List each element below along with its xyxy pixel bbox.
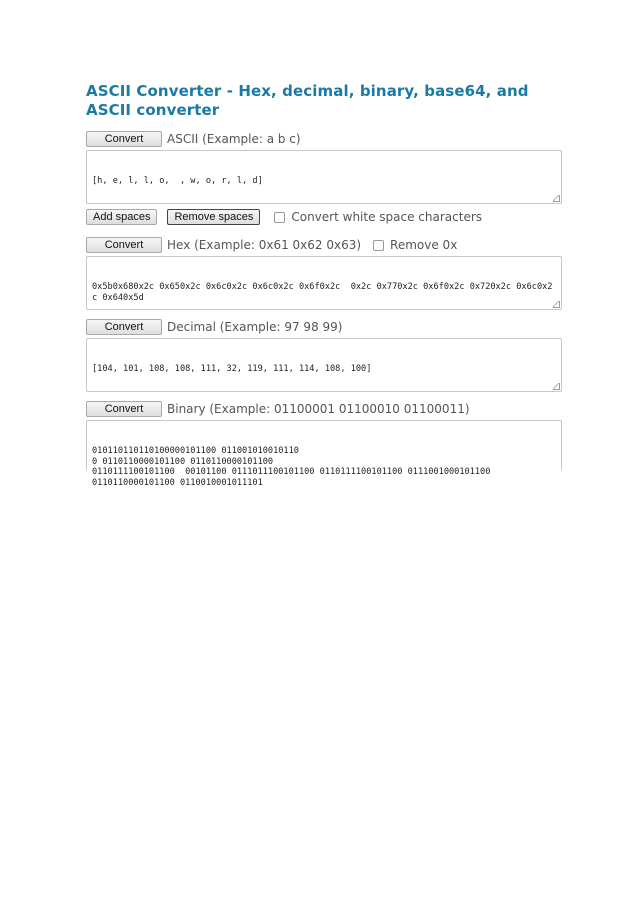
decimal-convert-button[interactable]: Convert [86, 319, 162, 335]
decimal-textarea[interactable] [86, 338, 562, 392]
page-title: ASCII Converter - Hex, decimal, binary, base64, and ASCII converter [86, 82, 529, 119]
decimal-value: [104, 101, 108, 108, 111, 32, 119, 111, 114, 108, 100] [92, 364, 372, 374]
remove-0x-label: Remove 0x [390, 238, 458, 252]
converter-page [86, 82, 566, 488]
resize-grip-icon[interactable] [553, 383, 560, 390]
resize-grip-icon[interactable] [553, 301, 560, 308]
decimal-label: Decimal (Example: 97 98 99) [167, 320, 343, 334]
ascii-convert-button[interactable]: Convert [86, 131, 162, 147]
convert-whitespace-label: Convert white space characters [291, 210, 483, 224]
remove-spaces-button[interactable]: Remove spaces [167, 209, 260, 225]
ascii-row [86, 130, 566, 148]
hex-textarea[interactable] [86, 256, 562, 310]
hex-row [86, 236, 566, 254]
binary-convert-button[interactable]: Convert [86, 401, 162, 417]
binary-label: Binary (Example: 01100001 01100010 01100011) [167, 402, 470, 416]
resize-grip-icon[interactable] [553, 195, 560, 202]
add-spaces-button[interactable]: Add spaces [86, 209, 157, 225]
ascii-label: ASCII (Example: a b c) [167, 132, 301, 146]
hex-convert-button[interactable]: Convert [86, 237, 162, 253]
ascii-value: [h, e, l, l, o, , w, o, r, l, d] [92, 176, 263, 186]
hex-value: 0x5b0x680x2c 0x650x2c 0x6c0x2c 0x6c0x2c 0x6f0x2c 0x2c 0x770x2c 0x6f0x2c 0x720x2c 0x6c0x2c 0x640x5d [92, 282, 553, 303]
binary-textarea[interactable] [86, 420, 562, 488]
remove-0x-checkbox[interactable] [373, 240, 384, 251]
hex-label: Hex (Example: 0x61 0x62 0x63) [167, 238, 362, 252]
binary-value: 010110110110100000101100 011001010010110 0 0110110000101100 0110110000101100 0110111100101100 00101100 0111011100101100 0110111100101100 0111001000101100 0110110000101100 0110010001011101 [92, 446, 491, 488]
ascii-textarea[interactable] [86, 150, 562, 204]
